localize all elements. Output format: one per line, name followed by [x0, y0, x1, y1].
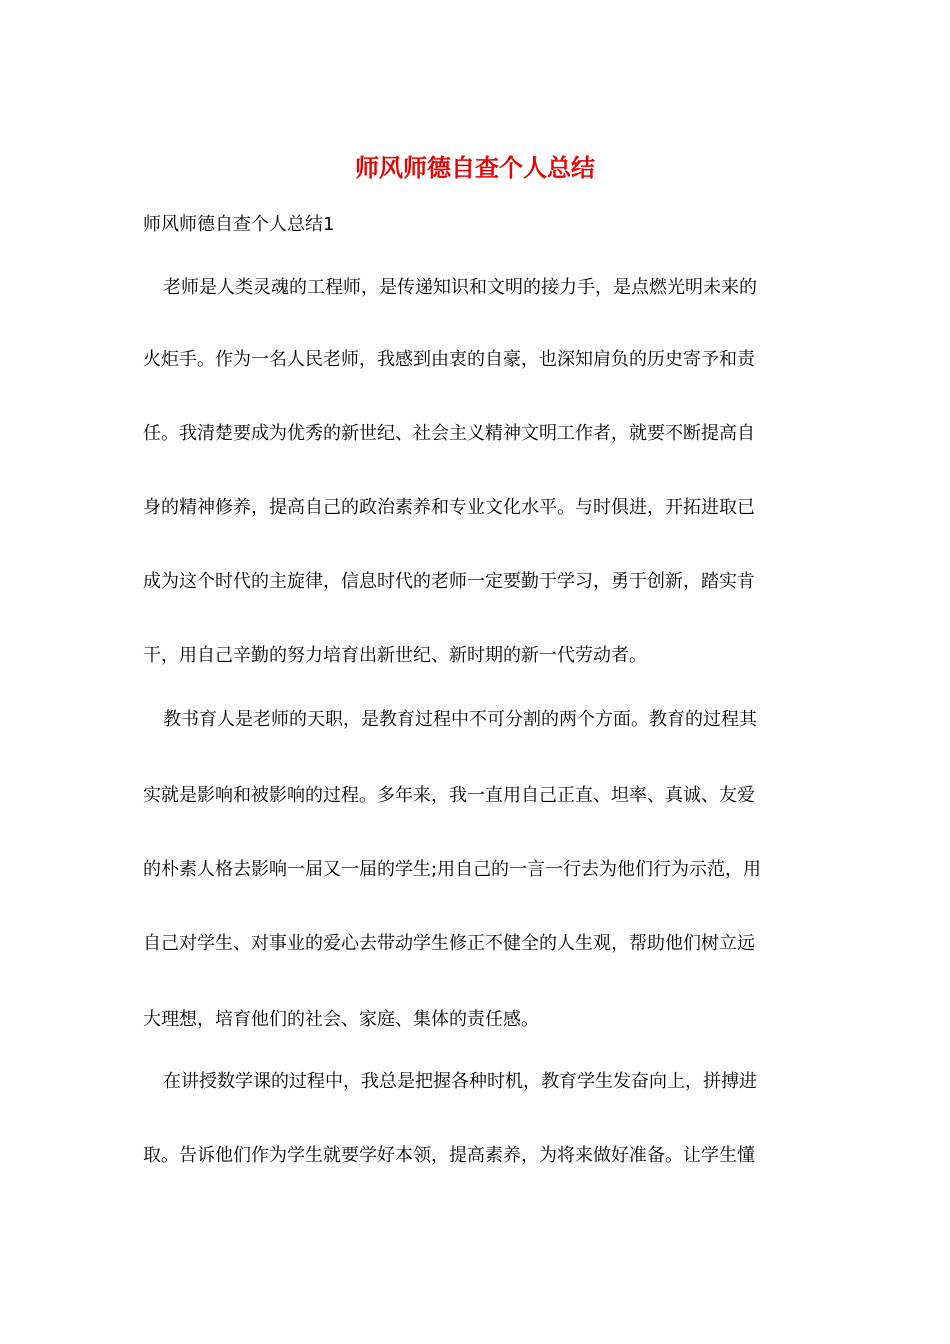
paragraph-1-line-6: 干，用自己辛勤的努力培育出新世纪、新时期的新一代劳动者。 — [143, 645, 647, 666]
paragraph-2-line-2: 实就是影响和被影响的过程。多年来，我一直用自己正直、坦率、真诚、友爱 — [143, 785, 755, 806]
section-heading: 师风师德自查个人总结1 — [143, 214, 335, 235]
paragraph-2-line-4: 自己对学生、对事业的爱心去带动学生修正不健全的人生观，帮助他们树立远 — [143, 933, 755, 954]
document-title: 师风师德自查个人总结 — [355, 153, 595, 182]
paragraph-1-line-2: 火炬手。作为一名人民老师，我感到由衷的自豪，也深知肩负的历史寄予和责 — [143, 349, 755, 370]
paragraph-1-line-1: 老师是人类灵魂的工程师，是传递知识和文明的接力手，是点燃光明未来的 — [163, 277, 757, 298]
paragraph-2-line-1: 教书育人是老师的天职，是教育过程中不可分割的两个方面。教育的过程其 — [163, 709, 757, 730]
paragraph-1-line-3: 任。我清楚要成为优秀的新世纪、社会主义精神文明工作者，就要不断提高自 — [143, 423, 755, 444]
paragraph-3-line-2: 取。告诉他们作为学生就要学好本领，提高素养，为将来做好准备。让学生懂 — [143, 1145, 755, 1166]
paragraph-1-line-4: 身的精神修养，提高自己的政治素养和专业文化水平。与时俱进，开拓进取已 — [143, 497, 755, 518]
paragraph-3-line-1: 在讲授数学课的过程中，我总是把握各种时机，教育学生发奋向上，拼搏进 — [163, 1071, 757, 1092]
paragraph-2-line-3: 的朴素人格去影响一届又一届的学生;用自己的一言一行去为他们行为示范，用 — [143, 859, 762, 880]
paragraph-1-line-5: 成为这个时代的主旋律，信息时代的老师一定要勤于学习，勇于创新，踏实肯 — [143, 571, 755, 592]
paragraph-2-line-5: 大理想，培育他们的社会、家庭、集体的责任感。 — [143, 1009, 539, 1030]
